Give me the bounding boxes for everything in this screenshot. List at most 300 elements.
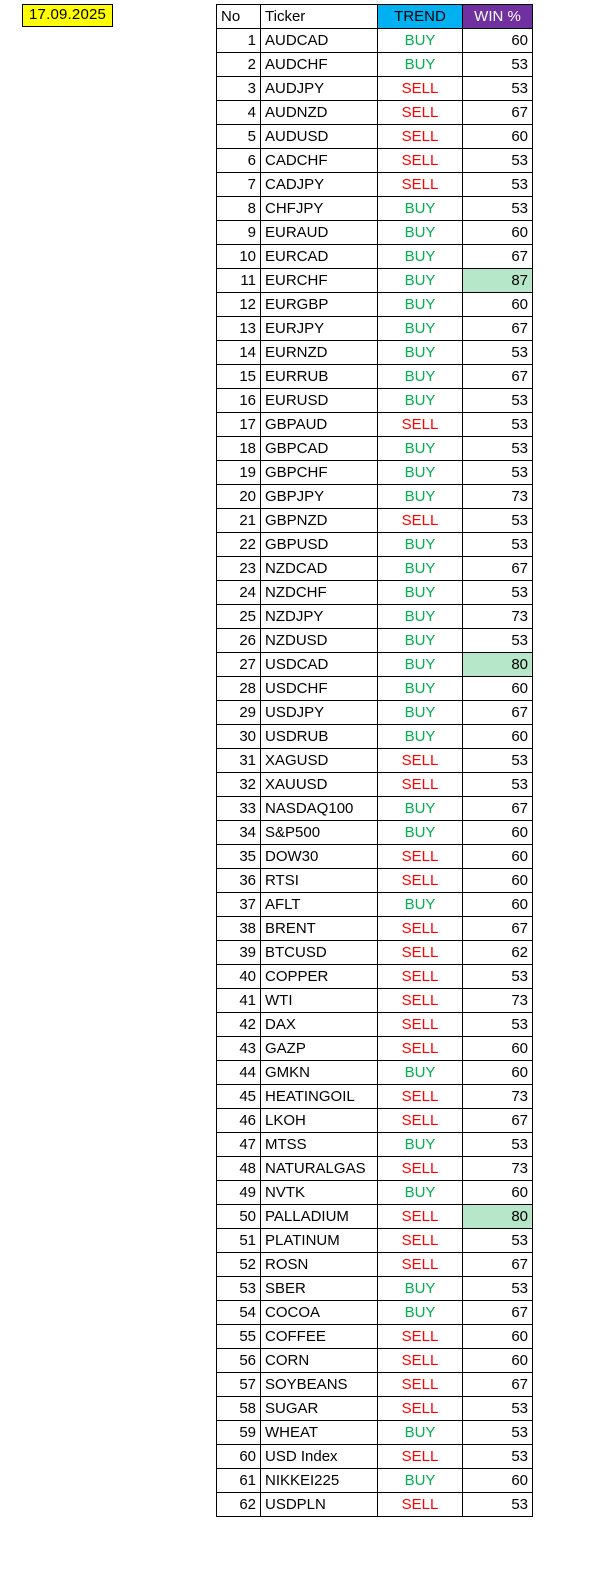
cell-no: 53	[217, 1277, 261, 1301]
table-header	[217, 5, 533, 29]
cell-ticker: EURJPY	[261, 317, 378, 341]
cell-no: 41	[217, 989, 261, 1013]
cell-trend: SELL	[378, 917, 463, 941]
cell-no: 31	[217, 749, 261, 773]
cell-trend: SELL	[378, 1085, 463, 1109]
cell-no: 8	[217, 197, 261, 221]
cell-ticker: NVTK	[261, 1181, 378, 1205]
cell-no: 40	[217, 965, 261, 989]
table-row	[217, 1445, 533, 1469]
cell-trend: SELL	[378, 1253, 463, 1277]
cell-trend: BUY	[378, 1133, 463, 1157]
table-row	[217, 317, 533, 341]
cell-no: 6	[217, 149, 261, 173]
table-row	[217, 653, 533, 677]
cell-ticker: EURAUD	[261, 221, 378, 245]
cell-win-percent: 80	[463, 1205, 533, 1229]
table-row	[217, 413, 533, 437]
cell-no: 32	[217, 773, 261, 797]
cell-no: 26	[217, 629, 261, 653]
cell-win-percent: 53	[463, 581, 533, 605]
table-row	[217, 1373, 533, 1397]
table-row	[217, 917, 533, 941]
table-row	[217, 53, 533, 77]
cell-win-percent: 67	[463, 797, 533, 821]
cell-win-percent: 67	[463, 1109, 533, 1133]
cell-ticker: USDCHF	[261, 677, 378, 701]
cell-ticker: NZDJPY	[261, 605, 378, 629]
cell-ticker: MTSS	[261, 1133, 378, 1157]
cell-no: 57	[217, 1373, 261, 1397]
cell-win-percent: 53	[463, 1229, 533, 1253]
cell-ticker: XAGUSD	[261, 749, 378, 773]
cell-no: 22	[217, 533, 261, 557]
cell-trend: SELL	[378, 773, 463, 797]
cell-trend: SELL	[378, 101, 463, 125]
cell-no: 27	[217, 653, 261, 677]
cell-ticker: DOW30	[261, 845, 378, 869]
table-row	[217, 269, 533, 293]
cell-no: 30	[217, 725, 261, 749]
cell-trend: SELL	[378, 1013, 463, 1037]
table-row	[217, 389, 533, 413]
cell-ticker: COPPER	[261, 965, 378, 989]
cell-win-percent: 60	[463, 293, 533, 317]
table-row	[217, 197, 533, 221]
cell-ticker: PALLADIUM	[261, 1205, 378, 1229]
cell-no: 36	[217, 869, 261, 893]
table-row	[217, 581, 533, 605]
cell-trend: BUY	[378, 1421, 463, 1445]
cell-trend: BUY	[378, 797, 463, 821]
cell-win-percent: 73	[463, 605, 533, 629]
cell-ticker: PLATINUM	[261, 1229, 378, 1253]
cell-ticker: S&P500	[261, 821, 378, 845]
table-row	[217, 1397, 533, 1421]
cell-no: 60	[217, 1445, 261, 1469]
cell-ticker: NATURALGAS	[261, 1157, 378, 1181]
cell-no: 62	[217, 1493, 261, 1517]
cell-win-percent: 67	[463, 317, 533, 341]
cell-ticker: EURGBP	[261, 293, 378, 317]
cell-no: 52	[217, 1253, 261, 1277]
cell-win-percent: 67	[463, 101, 533, 125]
cell-ticker: SUGAR	[261, 1397, 378, 1421]
cell-ticker: COCOA	[261, 1301, 378, 1325]
table-row	[217, 797, 533, 821]
cell-trend: SELL	[378, 941, 463, 965]
cell-trend: BUY	[378, 581, 463, 605]
cell-no: 14	[217, 341, 261, 365]
cell-no: 34	[217, 821, 261, 845]
table-row	[217, 437, 533, 461]
cell-win-percent: 60	[463, 1037, 533, 1061]
cell-trend: SELL	[378, 413, 463, 437]
cell-trend: SELL	[378, 1373, 463, 1397]
table-row	[217, 1205, 533, 1229]
cell-trend: SELL	[378, 1109, 463, 1133]
cell-trend: SELL	[378, 989, 463, 1013]
cell-no: 39	[217, 941, 261, 965]
cell-trend: BUY	[378, 1469, 463, 1493]
cell-no: 16	[217, 389, 261, 413]
cell-ticker: USDRUB	[261, 725, 378, 749]
cell-ticker: WTI	[261, 989, 378, 1013]
cell-win-percent: 53	[463, 749, 533, 773]
column-header-ticker: Ticker	[261, 5, 378, 29]
cell-ticker: EURUSD	[261, 389, 378, 413]
cell-no: 17	[217, 413, 261, 437]
cell-trend: BUY	[378, 1061, 463, 1085]
column-header-trend: TREND	[378, 5, 463, 29]
cell-no: 5	[217, 125, 261, 149]
cell-win-percent: 53	[463, 1421, 533, 1445]
cell-no: 24	[217, 581, 261, 605]
table-row	[217, 941, 533, 965]
cell-ticker: CADCHF	[261, 149, 378, 173]
cell-ticker: NZDCAD	[261, 557, 378, 581]
cell-trend: SELL	[378, 149, 463, 173]
cell-no: 11	[217, 269, 261, 293]
cell-no: 45	[217, 1085, 261, 1109]
cell-win-percent: 73	[463, 989, 533, 1013]
table-row	[217, 461, 533, 485]
cell-win-percent: 60	[463, 821, 533, 845]
cell-ticker: GBPCAD	[261, 437, 378, 461]
cell-no: 42	[217, 1013, 261, 1037]
cell-ticker: EURCHF	[261, 269, 378, 293]
cell-ticker: AUDCHF	[261, 53, 378, 77]
cell-trend: SELL	[378, 845, 463, 869]
cell-ticker: DAX	[261, 1013, 378, 1037]
cell-ticker: AUDJPY	[261, 77, 378, 101]
table-row	[217, 845, 533, 869]
cell-trend: SELL	[378, 1157, 463, 1181]
cell-no: 46	[217, 1109, 261, 1133]
cell-ticker: GMKN	[261, 1061, 378, 1085]
column-header-no: No	[217, 5, 261, 29]
cell-no: 35	[217, 845, 261, 869]
cell-no: 2	[217, 53, 261, 77]
table-row	[217, 1325, 533, 1349]
cell-ticker: EURCAD	[261, 245, 378, 269]
table-row	[217, 1277, 533, 1301]
cell-win-percent: 60	[463, 29, 533, 53]
table-row	[217, 1037, 533, 1061]
cell-trend: BUY	[378, 605, 463, 629]
table-row	[217, 1085, 533, 1109]
cell-trend: BUY	[378, 53, 463, 77]
cell-no: 19	[217, 461, 261, 485]
cell-win-percent: 60	[463, 125, 533, 149]
cell-ticker: EURRUB	[261, 365, 378, 389]
cell-ticker: GAZP	[261, 1037, 378, 1061]
cell-trend: BUY	[378, 1277, 463, 1301]
cell-no: 50	[217, 1205, 261, 1229]
cell-win-percent: 73	[463, 1157, 533, 1181]
cell-win-percent: 53	[463, 149, 533, 173]
cell-ticker: SBER	[261, 1277, 378, 1301]
cell-no: 47	[217, 1133, 261, 1157]
table-row	[217, 1349, 533, 1373]
cell-win-percent: 60	[463, 869, 533, 893]
cell-no: 49	[217, 1181, 261, 1205]
cell-trend: BUY	[378, 437, 463, 461]
table-row	[217, 701, 533, 725]
cell-win-percent: 53	[463, 533, 533, 557]
cell-win-percent: 80	[463, 653, 533, 677]
table-row	[217, 221, 533, 245]
cell-no: 10	[217, 245, 261, 269]
cell-win-percent: 87	[463, 269, 533, 293]
table-row	[217, 149, 533, 173]
cell-win-percent: 67	[463, 1253, 533, 1277]
cell-win-percent: 53	[463, 437, 533, 461]
cell-win-percent: 60	[463, 221, 533, 245]
table-row	[217, 1061, 533, 1085]
cell-no: 15	[217, 365, 261, 389]
cell-no: 44	[217, 1061, 261, 1085]
cell-trend: BUY	[378, 821, 463, 845]
cell-win-percent: 53	[463, 965, 533, 989]
cell-no: 1	[217, 29, 261, 53]
cell-trend: SELL	[378, 1493, 463, 1517]
cell-ticker: USDCAD	[261, 653, 378, 677]
cell-ticker: GBPJPY	[261, 485, 378, 509]
cell-no: 61	[217, 1469, 261, 1493]
cell-win-percent: 60	[463, 1181, 533, 1205]
cell-no: 51	[217, 1229, 261, 1253]
cell-ticker: AUDCAD	[261, 29, 378, 53]
table-row	[217, 1469, 533, 1493]
cell-ticker: ROSN	[261, 1253, 378, 1277]
cell-no: 9	[217, 221, 261, 245]
signal-table	[216, 4, 533, 1517]
cell-no: 56	[217, 1349, 261, 1373]
table-row	[217, 629, 533, 653]
table-header-row	[217, 5, 533, 29]
cell-trend: BUY	[378, 725, 463, 749]
cell-trend: BUY	[378, 653, 463, 677]
table-row	[217, 773, 533, 797]
cell-trend: SELL	[378, 869, 463, 893]
cell-trend: SELL	[378, 1445, 463, 1469]
cell-win-percent: 53	[463, 77, 533, 101]
cell-win-percent: 53	[463, 773, 533, 797]
cell-ticker: GBPCHF	[261, 461, 378, 485]
cell-trend: BUY	[378, 365, 463, 389]
cell-win-percent: 67	[463, 245, 533, 269]
cell-win-percent: 60	[463, 1349, 533, 1373]
cell-trend: SELL	[378, 965, 463, 989]
cell-ticker: HEATINGOIL	[261, 1085, 378, 1109]
cell-ticker: CORN	[261, 1349, 378, 1373]
cell-trend: BUY	[378, 557, 463, 581]
cell-win-percent: 53	[463, 197, 533, 221]
cell-ticker: GBPUSD	[261, 533, 378, 557]
cell-no: 38	[217, 917, 261, 941]
table-row	[217, 341, 533, 365]
cell-trend: BUY	[378, 197, 463, 221]
cell-win-percent: 67	[463, 1373, 533, 1397]
cell-ticker: EURNZD	[261, 341, 378, 365]
table-row	[217, 1493, 533, 1517]
cell-ticker: USDPLN	[261, 1493, 378, 1517]
cell-trend: BUY	[378, 677, 463, 701]
cell-no: 13	[217, 317, 261, 341]
table-row	[217, 1253, 533, 1277]
table-row	[217, 77, 533, 101]
cell-trend: BUY	[378, 485, 463, 509]
cell-ticker: GBPAUD	[261, 413, 378, 437]
cell-no: 3	[217, 77, 261, 101]
table-row	[217, 1157, 533, 1181]
cell-ticker: CHFJPY	[261, 197, 378, 221]
cell-win-percent: 53	[463, 1277, 533, 1301]
cell-win-percent: 60	[463, 1061, 533, 1085]
table-row	[217, 1229, 533, 1253]
cell-trend: SELL	[378, 749, 463, 773]
cell-trend: SELL	[378, 1349, 463, 1373]
cell-no: 59	[217, 1421, 261, 1445]
cell-trend: BUY	[378, 293, 463, 317]
cell-trend: BUY	[378, 533, 463, 557]
cell-trend: SELL	[378, 1325, 463, 1349]
cell-trend: SELL	[378, 77, 463, 101]
cell-trend: BUY	[378, 269, 463, 293]
cell-trend: SELL	[378, 173, 463, 197]
cell-no: 21	[217, 509, 261, 533]
table-row	[217, 965, 533, 989]
cell-trend: SELL	[378, 1229, 463, 1253]
table-row	[217, 893, 533, 917]
cell-trend: BUY	[378, 389, 463, 413]
cell-win-percent: 53	[463, 173, 533, 197]
cell-no: 28	[217, 677, 261, 701]
cell-ticker: COFFEE	[261, 1325, 378, 1349]
cell-win-percent: 62	[463, 941, 533, 965]
table-row	[217, 485, 533, 509]
cell-ticker: AUDUSD	[261, 125, 378, 149]
cell-win-percent: 60	[463, 725, 533, 749]
cell-ticker: AUDNZD	[261, 101, 378, 125]
table-row	[217, 1109, 533, 1133]
cell-win-percent: 53	[463, 1397, 533, 1421]
table-row	[217, 173, 533, 197]
cell-no: 37	[217, 893, 261, 917]
cell-no: 12	[217, 293, 261, 317]
table-row	[217, 1013, 533, 1037]
signal-table-container	[216, 4, 533, 1517]
cell-win-percent: 53	[463, 341, 533, 365]
cell-win-percent: 53	[463, 509, 533, 533]
column-header-win: WIN %	[463, 5, 533, 29]
cell-trend: SELL	[378, 1037, 463, 1061]
cell-ticker: SOYBEANS	[261, 1373, 378, 1397]
cell-win-percent: 53	[463, 53, 533, 77]
cell-trend: SELL	[378, 509, 463, 533]
cell-win-percent: 60	[463, 845, 533, 869]
cell-win-percent: 53	[463, 1445, 533, 1469]
cell-no: 4	[217, 101, 261, 125]
cell-trend: BUY	[378, 317, 463, 341]
table-row	[217, 245, 533, 269]
cell-win-percent: 53	[463, 1133, 533, 1157]
cell-trend: SELL	[378, 1205, 463, 1229]
cell-ticker: LKOH	[261, 1109, 378, 1133]
table-row	[217, 1301, 533, 1325]
table-row	[217, 677, 533, 701]
cell-ticker: USDJPY	[261, 701, 378, 725]
cell-ticker: BTCUSD	[261, 941, 378, 965]
cell-ticker: USD Index	[261, 1445, 378, 1469]
table-row	[217, 605, 533, 629]
cell-win-percent: 53	[463, 413, 533, 437]
cell-ticker: BRENT	[261, 917, 378, 941]
cell-win-percent: 60	[463, 1469, 533, 1493]
cell-no: 7	[217, 173, 261, 197]
cell-trend: SELL	[378, 1397, 463, 1421]
cell-no: 55	[217, 1325, 261, 1349]
cell-trend: BUY	[378, 1181, 463, 1205]
table-row	[217, 509, 533, 533]
cell-ticker: NASDAQ100	[261, 797, 378, 821]
cell-trend: SELL	[378, 125, 463, 149]
cell-win-percent: 67	[463, 1301, 533, 1325]
cell-no: 23	[217, 557, 261, 581]
cell-no: 54	[217, 1301, 261, 1325]
table-row	[217, 749, 533, 773]
cell-no: 33	[217, 797, 261, 821]
cell-no: 48	[217, 1157, 261, 1181]
cell-ticker: RTSI	[261, 869, 378, 893]
table-row	[217, 533, 533, 557]
cell-trend: BUY	[378, 1301, 463, 1325]
cell-no: 20	[217, 485, 261, 509]
cell-trend: BUY	[378, 893, 463, 917]
table-row	[217, 557, 533, 581]
table-body	[217, 29, 533, 1517]
cell-no: 58	[217, 1397, 261, 1421]
cell-no: 18	[217, 437, 261, 461]
date-badge: 17.09.2025	[22, 4, 113, 27]
cell-win-percent: 67	[463, 557, 533, 581]
table-row	[217, 1421, 533, 1445]
cell-win-percent: 67	[463, 701, 533, 725]
cell-no: 29	[217, 701, 261, 725]
cell-win-percent: 53	[463, 1013, 533, 1037]
table-row	[217, 125, 533, 149]
table-row	[217, 821, 533, 845]
cell-no: 43	[217, 1037, 261, 1061]
cell-trend: BUY	[378, 461, 463, 485]
table-row	[217, 989, 533, 1013]
cell-win-percent: 53	[463, 629, 533, 653]
cell-trend: BUY	[378, 221, 463, 245]
cell-ticker: GBPNZD	[261, 509, 378, 533]
cell-win-percent: 60	[463, 893, 533, 917]
cell-win-percent: 53	[463, 461, 533, 485]
table-row	[217, 101, 533, 125]
cell-win-percent: 53	[463, 389, 533, 413]
cell-ticker: NZDCHF	[261, 581, 378, 605]
cell-win-percent: 67	[463, 365, 533, 389]
cell-ticker: WHEAT	[261, 1421, 378, 1445]
cell-trend: BUY	[378, 701, 463, 725]
cell-win-percent: 60	[463, 677, 533, 701]
cell-win-percent: 73	[463, 485, 533, 509]
cell-trend: BUY	[378, 245, 463, 269]
